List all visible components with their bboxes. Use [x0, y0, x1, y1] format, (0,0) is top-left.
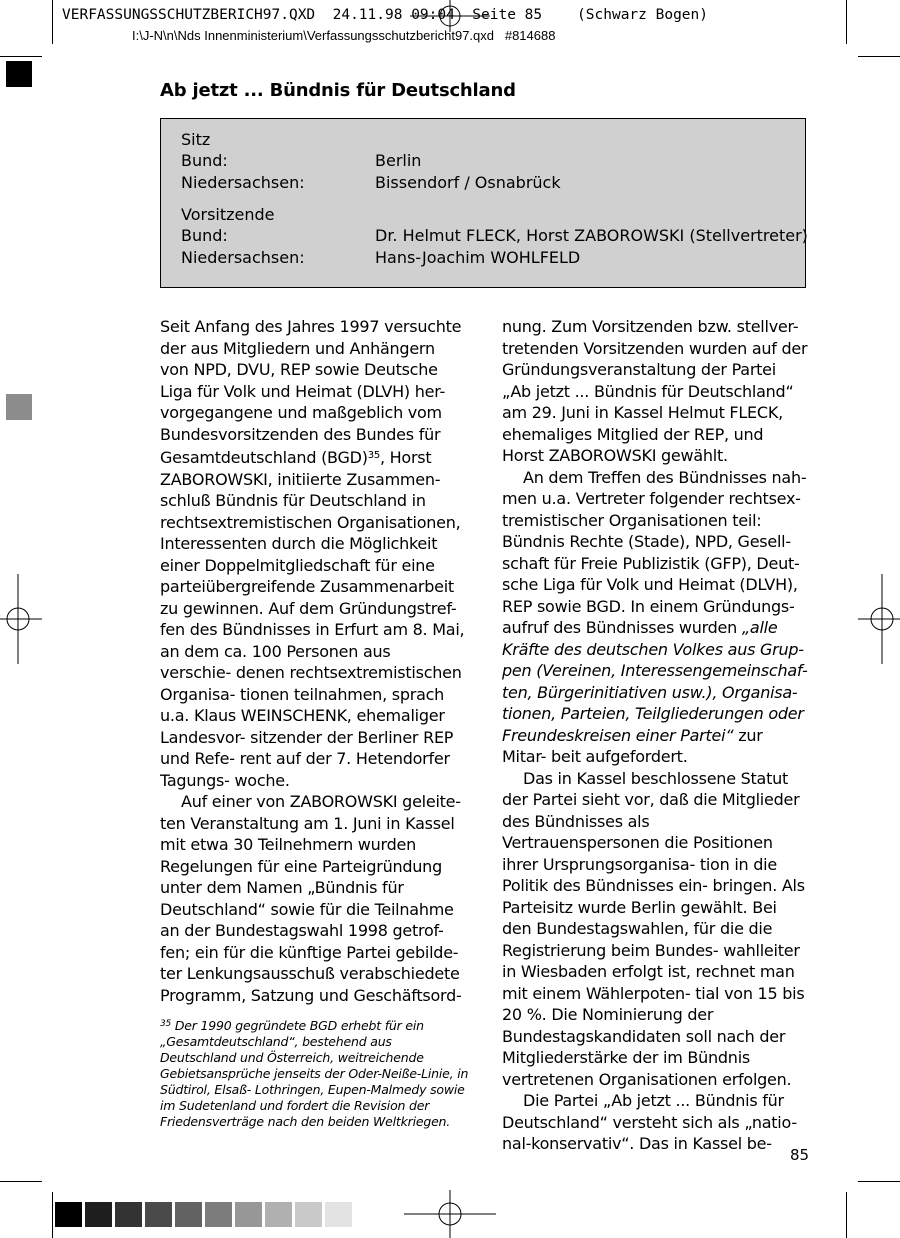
black-print-mark: [6, 61, 32, 87]
paragraph-text: , Horst ZABOROWSKI, initiierte Zusammen- schluß Bündnis für Deutschland in rechtsextremistischen Organisationen, Interessenten durch die Möglichkeit einer Doppelmitgliedschaft für eine parteiübergreifende Zusammenarbeit zu gewinnen. Auf dem Gründungstref- fen des Bündnisses in Erfurt am 8. Mai, an dem ca. 100 Personen aus verschie- denen rechtsextremistischen Organisa- tionen teilnahmen, sprach u.a. Klaus WEINSCHENK, ehemaliger Landesvor- sitzender der Berliner REP und Refe- rent auf der 7. Hetendorfer Tagungs- woche.: [160, 448, 465, 790]
color-swatch: [265, 1202, 292, 1227]
color-swatch: [115, 1202, 142, 1227]
paragraph-text: zur Mitar- beit aufgefordert.: [502, 725, 763, 766]
color-swatch: [85, 1202, 112, 1227]
registration-mark-icon: [858, 574, 900, 664]
color-swatch: [295, 1202, 322, 1227]
paragraph-text: Seit Anfang des Jahres 1997 versuchte der aus Mitgliedern und Anhängern von NPD, DVU, REP sowie Deutsche Liga für Volk und Heimat (DLVH) her- vorgegangene und maßgeblich vom Bundesvorsitzenden des Bundes für Gesamtdeutschland (BGD): [160, 317, 462, 467]
crop-mark: [858, 1181, 900, 1182]
registration-mark-icon: [404, 1190, 496, 1238]
info-label: Bund:: [181, 151, 228, 170]
quoted-text: „alle Kräfte des deutschen Volkes aus Grup- pen (Vereinen, Interessengemeinschaf- ten, Bürgerinitiativen usw.), Organisa- tionen, Parteien, Teilgliederungen oder Freundeskreisen einer Partei“: [502, 618, 808, 745]
crop-mark: [846, 0, 847, 44]
color-swatch: [175, 1202, 202, 1227]
color-swatch: [145, 1202, 172, 1227]
footnote-text: Der 1990 gegründete BGD erhebt für ein „Gesamtdeutschland“, bestehend aus Deutschland und Österreich, weitreichende Gebietsansprüche jenseits der Oder-Neiße-Linie, in Südtirol, Elsaß- Lothringen, Eupen-Malmedy sowie im Sudetenland und fordert die Revision der Friedensverträge nach den beiden Weltkriegen.: [160, 1018, 469, 1129]
info-box: [160, 118, 806, 288]
color-swatch: [235, 1202, 262, 1227]
text-column-left: [160, 316, 466, 1006]
gray-print-mark: [6, 394, 32, 420]
paragraph: Das in Kassel beschlossene Statut der Partei sieht vor, daß die Mitglieder des Bündnisses als Vertrauenspersonen die Positionen ihrer Ursprungsorganisa- tion in die Politik des Bündnisses ein- bringen. Als Parteisitz wurde Berlin gewählt. Bei den Bundestagswahlen, für die die Registrierung beim Bundes- wahlleiter in Wiesbaden erfolgt ist, rechnet man mit einem Wählerpoten- tial von 15 bis 20 %. Die Nominierung der Bundestagskandidaten soll nach der Mitgliederstärke der im Bündnis vertretenen Organisationen erfolgen.: [502, 768, 805, 1089]
footnote: [160, 1016, 470, 1130]
color-swatch: [205, 1202, 232, 1227]
info-value: Hans-Joachim WOHLFELD: [375, 248, 581, 267]
info-value: Dr. Helmut FLECK, Horst ZABOROWSKI (Stellvertreter): [375, 226, 808, 245]
paragraph-text: An dem Treffen des Bündnisses nah- men u.a. Vertreter folgender rechtsex- tremistischer Organisationen teil: Bündnis Rechte (Stade), NPD, Gesell- schaft für Freie Publizistik (GFP), Deut- sche Liga für Volk und Heimat (DLVH), REP sowie BGD. In einem Gründungs- aufruf des Bündnisses wurden: [502, 467, 807, 637]
crop-mark: [52, 1192, 53, 1238]
page-title: Ab jetzt ... Bündnis für Deutschland: [160, 80, 516, 101]
paragraph: nung. Zum Vorsitzenden bzw. stellver- tretenden Vorsitzenden wurden auf der Gründungsveranstaltung der Partei „Ab jetzt ... Bündnis für Deutschland“ am 29. Juni in Kassel Helmut FLECK, ehemaliges Mitglied der REP, und Horst ZABOROWSKI gewählt.: [502, 317, 808, 465]
paragraph: Auf einer von ZABOROWSKI geleite- ten Veranstaltung am 1. Juni in Kassel mit etwa 30 Teilnehmern wurden Regelungen für eine Parteigründung unter dem Namen „Bündnis für Deutschland“ sowie für die Teilnahme an der Bundestagswahl 1998 getrof- fen; ein für die künftige Partei gebilde- ter Lenkungsausschuß verabschiedete Programm, Satzung und Geschäftsord-: [160, 792, 462, 1005]
crop-mark: [52, 0, 53, 44]
registration-mark-icon: [0, 574, 42, 664]
info-heading-sitz: Sitz: [181, 130, 211, 149]
print-slug-line: VERFASSUNGSSCHUTZBERICH97.QXD 24.11.98 09:04 Seite 85 (Schwarz Bogen): [62, 7, 709, 23]
info-value: Berlin: [375, 151, 422, 170]
info-label: Niedersachsen:: [181, 248, 305, 267]
crop-mark: [858, 56, 900, 57]
info-label: Bund:: [181, 226, 228, 245]
color-swatch: [325, 1202, 352, 1227]
color-swatch: [55, 1202, 82, 1227]
paragraph: [160, 316, 466, 791]
file-path-line: I:\J-N\n\Nds Innenministerium\Verfassungsschutzbericht97.qxd #814688: [132, 28, 556, 43]
paragraph: [502, 467, 808, 768]
footnote-number: 35: [160, 1019, 172, 1029]
info-label: Niedersachsen:: [181, 173, 305, 192]
info-heading-vorsitzende: Vorsitzende: [181, 205, 275, 224]
paragraph: Die Partei „Ab jetzt ... Bündnis für Deutschland“ versteht sich als „natio- nal-konservativ“. Das in Kassel be-: [502, 1091, 797, 1153]
crop-mark: [0, 1181, 42, 1182]
footnote-reference: 35: [367, 450, 380, 461]
grayscale-color-bar: [55, 1202, 355, 1227]
crop-mark: [846, 1192, 847, 1238]
registration-mark-icon: [410, 0, 490, 32]
page-number: 85: [790, 1146, 810, 1164]
info-value: Bissendorf / Osnabrück: [375, 173, 561, 192]
text-column-right: [502, 316, 808, 1155]
crop-mark: [0, 56, 42, 57]
